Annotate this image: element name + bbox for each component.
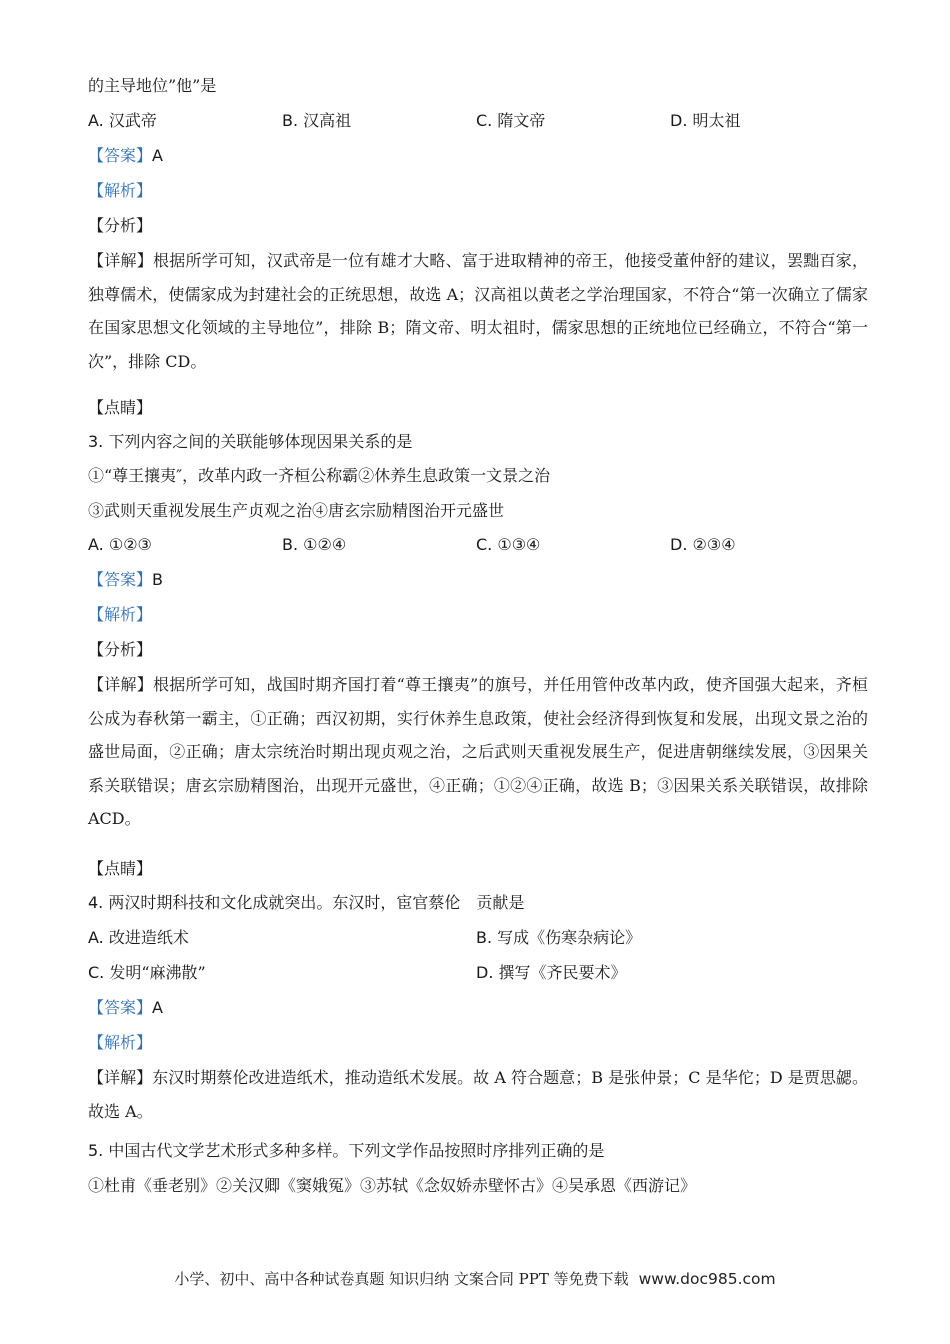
q3-stem: 3. 下列内容之间的关联能够体现因果关系的是 [88,432,413,451]
q2-stem-end: 的主导地位”他”是 [88,76,217,95]
q4-answer: 【答案】A [88,998,163,1017]
footer-text: 小学、初中、高中各种试卷真题 知识归纳 文案合同 PPT 等免费下载 [174,1270,629,1288]
q3-option-a: A. ①②③ [88,535,152,554]
q2-dianjing-tag: 【点睛】 [88,398,153,417]
q4-stem: 4. 两汉时期科技和文化成就突出。东汉时，宦官蔡伦 贡献是 [88,893,525,912]
q3-detail: 【详解】根据所学可知，战国时期齐国打着“尊王攘夷”的旗号，并任用管仲改革内政，使齐国强大起来，齐桓公成为春秋第一霸主，①正确；西汉初期，实行休养生息政策，使社会经济得到恢复和发展，出现文景之治的盛世局面，②正确；唐太宗统治时期出现贞观之治，之后武则天重视发展生产，促进唐朝继续发展，③因果关系关联错误；唐玄宗励精图治，出现开元盛世，④正确；①②④正确，故选 B；③因果关系关联错误，故排除 ACD。 [88,675,868,829]
q2-option-a: A. 汉武帝 [88,111,157,130]
q3-option-c: C. ①③④ [476,535,541,554]
q2-analysis-tag: 【解析】 [88,181,153,200]
q3-option-d: D. ②③④ [670,535,736,554]
q3-answer: 【答案】B [88,570,163,589]
q5-stem: 5. 中国古代文学艺术形式多种多样。下列文学作品按照时序排列正确的是 [88,1141,605,1160]
q4-option-c: C. 发明“麻沸散” [88,963,206,982]
q4-analysis-tag: 【解析】 [88,1033,153,1052]
q2-option-b: B. 汉高祖 [282,111,352,130]
q3-fenxi-tag: 【分析】 [88,640,153,659]
q3-statement-line-2: ③武则天重视发展生产贞观之治④唐玄宗励精图治开元盛世 [88,501,505,520]
q3-statement-line-1: ①“尊王攘夷″，改革内政一齐桓公称霸②休养生息政策一文景之治 [88,466,551,485]
q3-dianjing-tag: 【点睛】 [88,859,153,878]
q2-fenxi-tag: 【分析】 [88,216,153,235]
q4-option-d: D. 撰写《齐民要术》 [476,963,627,982]
q2-option-c: C. 隋文帝 [476,111,546,130]
page-footer [0,1268,950,1289]
q2-answer: 【答案】A [88,146,163,165]
q2-detail: 【详解】根据所学可知，汉武帝是一位有雄才大略、富于进取精神的帝王，他接受董仲舒的建议，罢黜百家，独尊儒术，使儒家成为封建社会的正统思想，故选 A；汉高祖以黄老之学治理国家，不符合“第一次确立了儒家在国家思想文化领域的主导地位”，排除 B；隋文帝、明太祖时，儒家思想的正统地位已经确立，不符合“第一次”，排除 CD。 [88,251,868,371]
q4-detail: 【详解】东汉时期蔡伦改进造纸术，推动造纸术发展。故 A 符合题意；B 是张仲景；C 是华佗；D 是贾思勰。故选 A。 [88,1068,868,1121]
q4-option-a: A. 改进造纸术 [88,928,189,947]
q3-analysis-tag: 【解析】 [88,605,153,624]
q4-option-b: B. 写成《伤寒杂病论》 [476,928,642,947]
q2-option-d: D. 明太祖 [670,111,741,130]
q3-option-b: B. ①②④ [282,535,347,554]
footer-site-link[interactable]: www.doc985.com [638,1270,776,1288]
q5-statement-line-1: ①杜甫《垂老别》②关汉卿《窦娥冤》③苏轼《念奴娇赤壁怀古》④吴承恩《西游记》 [88,1176,697,1195]
